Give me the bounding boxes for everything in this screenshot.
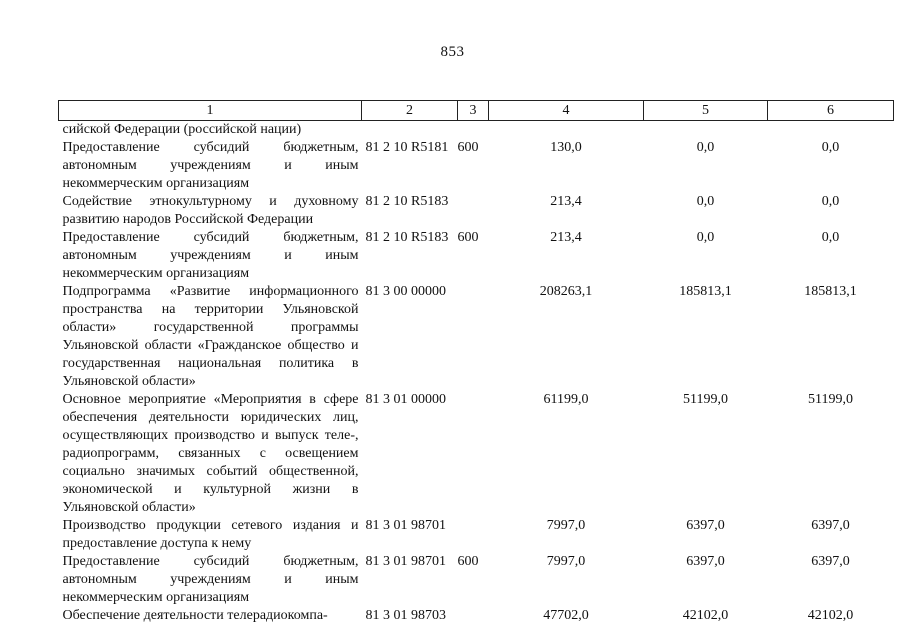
row-value-6: 6397,0 <box>811 554 850 569</box>
row-name: Производство продукции сетевого издания и предоставление доступа к нему <box>62 518 359 551</box>
table-row <box>59 283 894 391</box>
column-header-4: 4 <box>489 101 644 121</box>
row-value-4: 7997,0 <box>546 554 586 569</box>
row-value-5: 185813,1 <box>679 284 732 299</box>
row-code: 81 2 10 R5183 <box>365 194 449 209</box>
row-value-4: 213,4 <box>550 230 582 245</box>
row-code: 81 3 00 00000 <box>365 284 446 299</box>
column-header-3: 3 <box>458 101 489 121</box>
row-value-4: 61199,0 <box>543 392 589 407</box>
column-header-2: 2 <box>362 101 458 121</box>
row-name: Подпрограмма «Развитие информационного пространства на территории Ульяновской области» государственной программы Ульяновской области «Гражданское общество и государственная национальная политика в Ульяновской области» <box>62 284 359 389</box>
row-value-4: 7997,0 <box>546 518 586 533</box>
row-value-6: 51199,0 <box>808 392 853 407</box>
row-name: Предоставление субсидий бюджетным, автономным учреждениям и иным некоммерческим организациям <box>62 230 359 281</box>
row-code: 81 3 01 00000 <box>365 392 446 407</box>
row-name: Основное мероприятие «Мероприятия в сфере обеспечения деятельности юридических лиц, осуществляющих производство и выпуск теле-, радиопрограмм, связанных с освещением социально значимых событий общественной, экономической и культурной жизни в Ульяновской области» <box>62 392 359 515</box>
row-value-4: 208263,1 <box>539 284 593 299</box>
row-expense-type <box>458 283 489 391</box>
table-row <box>59 607 894 625</box>
column-header-5: 5 <box>644 101 768 121</box>
row-value-6: 185813,1 <box>804 284 857 299</box>
row-expense-type: 600 <box>457 140 479 155</box>
row-value-5: 6397,0 <box>686 554 725 569</box>
column-header-6: 6 <box>768 101 894 121</box>
row-value-5: 42102,0 <box>682 608 729 623</box>
row-value-6: 0,0 <box>821 140 840 155</box>
row-code: 81 2 10 R5183 <box>365 230 449 245</box>
row-code: 81 2 10 R5181 <box>365 140 449 155</box>
table-row <box>59 553 894 607</box>
row-expense-type <box>458 193 489 229</box>
row-value-6: 0,0 <box>821 230 840 245</box>
row-code <box>362 121 458 140</box>
page-number: 853 <box>440 44 465 60</box>
row-expense-type: 600 <box>457 230 479 245</box>
row-expense-type <box>458 517 489 553</box>
row-value-6 <box>768 121 894 140</box>
table-row <box>59 139 894 193</box>
row-value-5: 0,0 <box>696 194 715 209</box>
table-row <box>59 121 894 140</box>
row-expense-type: 600 <box>457 554 479 569</box>
row-name: Предоставление субсидий бюджетным, автономным учреждениям и иным некоммерческим организациям <box>62 554 359 605</box>
row-value-4: 213,4 <box>550 194 582 209</box>
row-value-6: 0,0 <box>821 194 840 209</box>
row-expense-type <box>458 607 489 625</box>
row-code: 81 3 01 98701 <box>365 554 446 569</box>
table-row <box>59 193 894 229</box>
row-value-5: 51199,0 <box>683 392 728 407</box>
row-value-6: 6397,0 <box>811 518 850 533</box>
row-expense-type <box>458 391 489 517</box>
row-value-4: 130,0 <box>550 140 582 155</box>
row-value-5: 0,0 <box>696 230 715 245</box>
table-body <box>59 121 894 626</box>
row-name: Предоставление субсидий бюджетным, автономным учреждениям и иным некоммерческим организациям <box>62 140 359 191</box>
table-header <box>59 101 894 121</box>
row-code: 81 3 01 98701 <box>365 518 446 533</box>
row-name: сийской Федерации (российской нации) <box>62 122 302 137</box>
table-row <box>59 229 894 283</box>
row-expense-type <box>458 121 489 140</box>
row-value-4 <box>489 121 644 140</box>
header-row <box>59 101 894 121</box>
budget-table <box>58 100 894 625</box>
row-name: Обеспечение деятельности телерадиокомпа- <box>62 608 328 623</box>
table-row <box>59 517 894 553</box>
column-header-1: 1 <box>59 101 362 121</box>
row-value-5: 6397,0 <box>686 518 725 533</box>
row-value-6: 42102,0 <box>807 608 854 623</box>
row-name: Содействие этнокультурному и духовному развитию народов Российской Федерации <box>62 194 359 227</box>
table-row <box>59 391 894 517</box>
row-value-4: 47702,0 <box>543 608 589 623</box>
row-value-5: 0,0 <box>696 140 715 155</box>
row-code: 81 3 01 98703 <box>365 608 446 623</box>
row-value-5 <box>644 121 768 140</box>
